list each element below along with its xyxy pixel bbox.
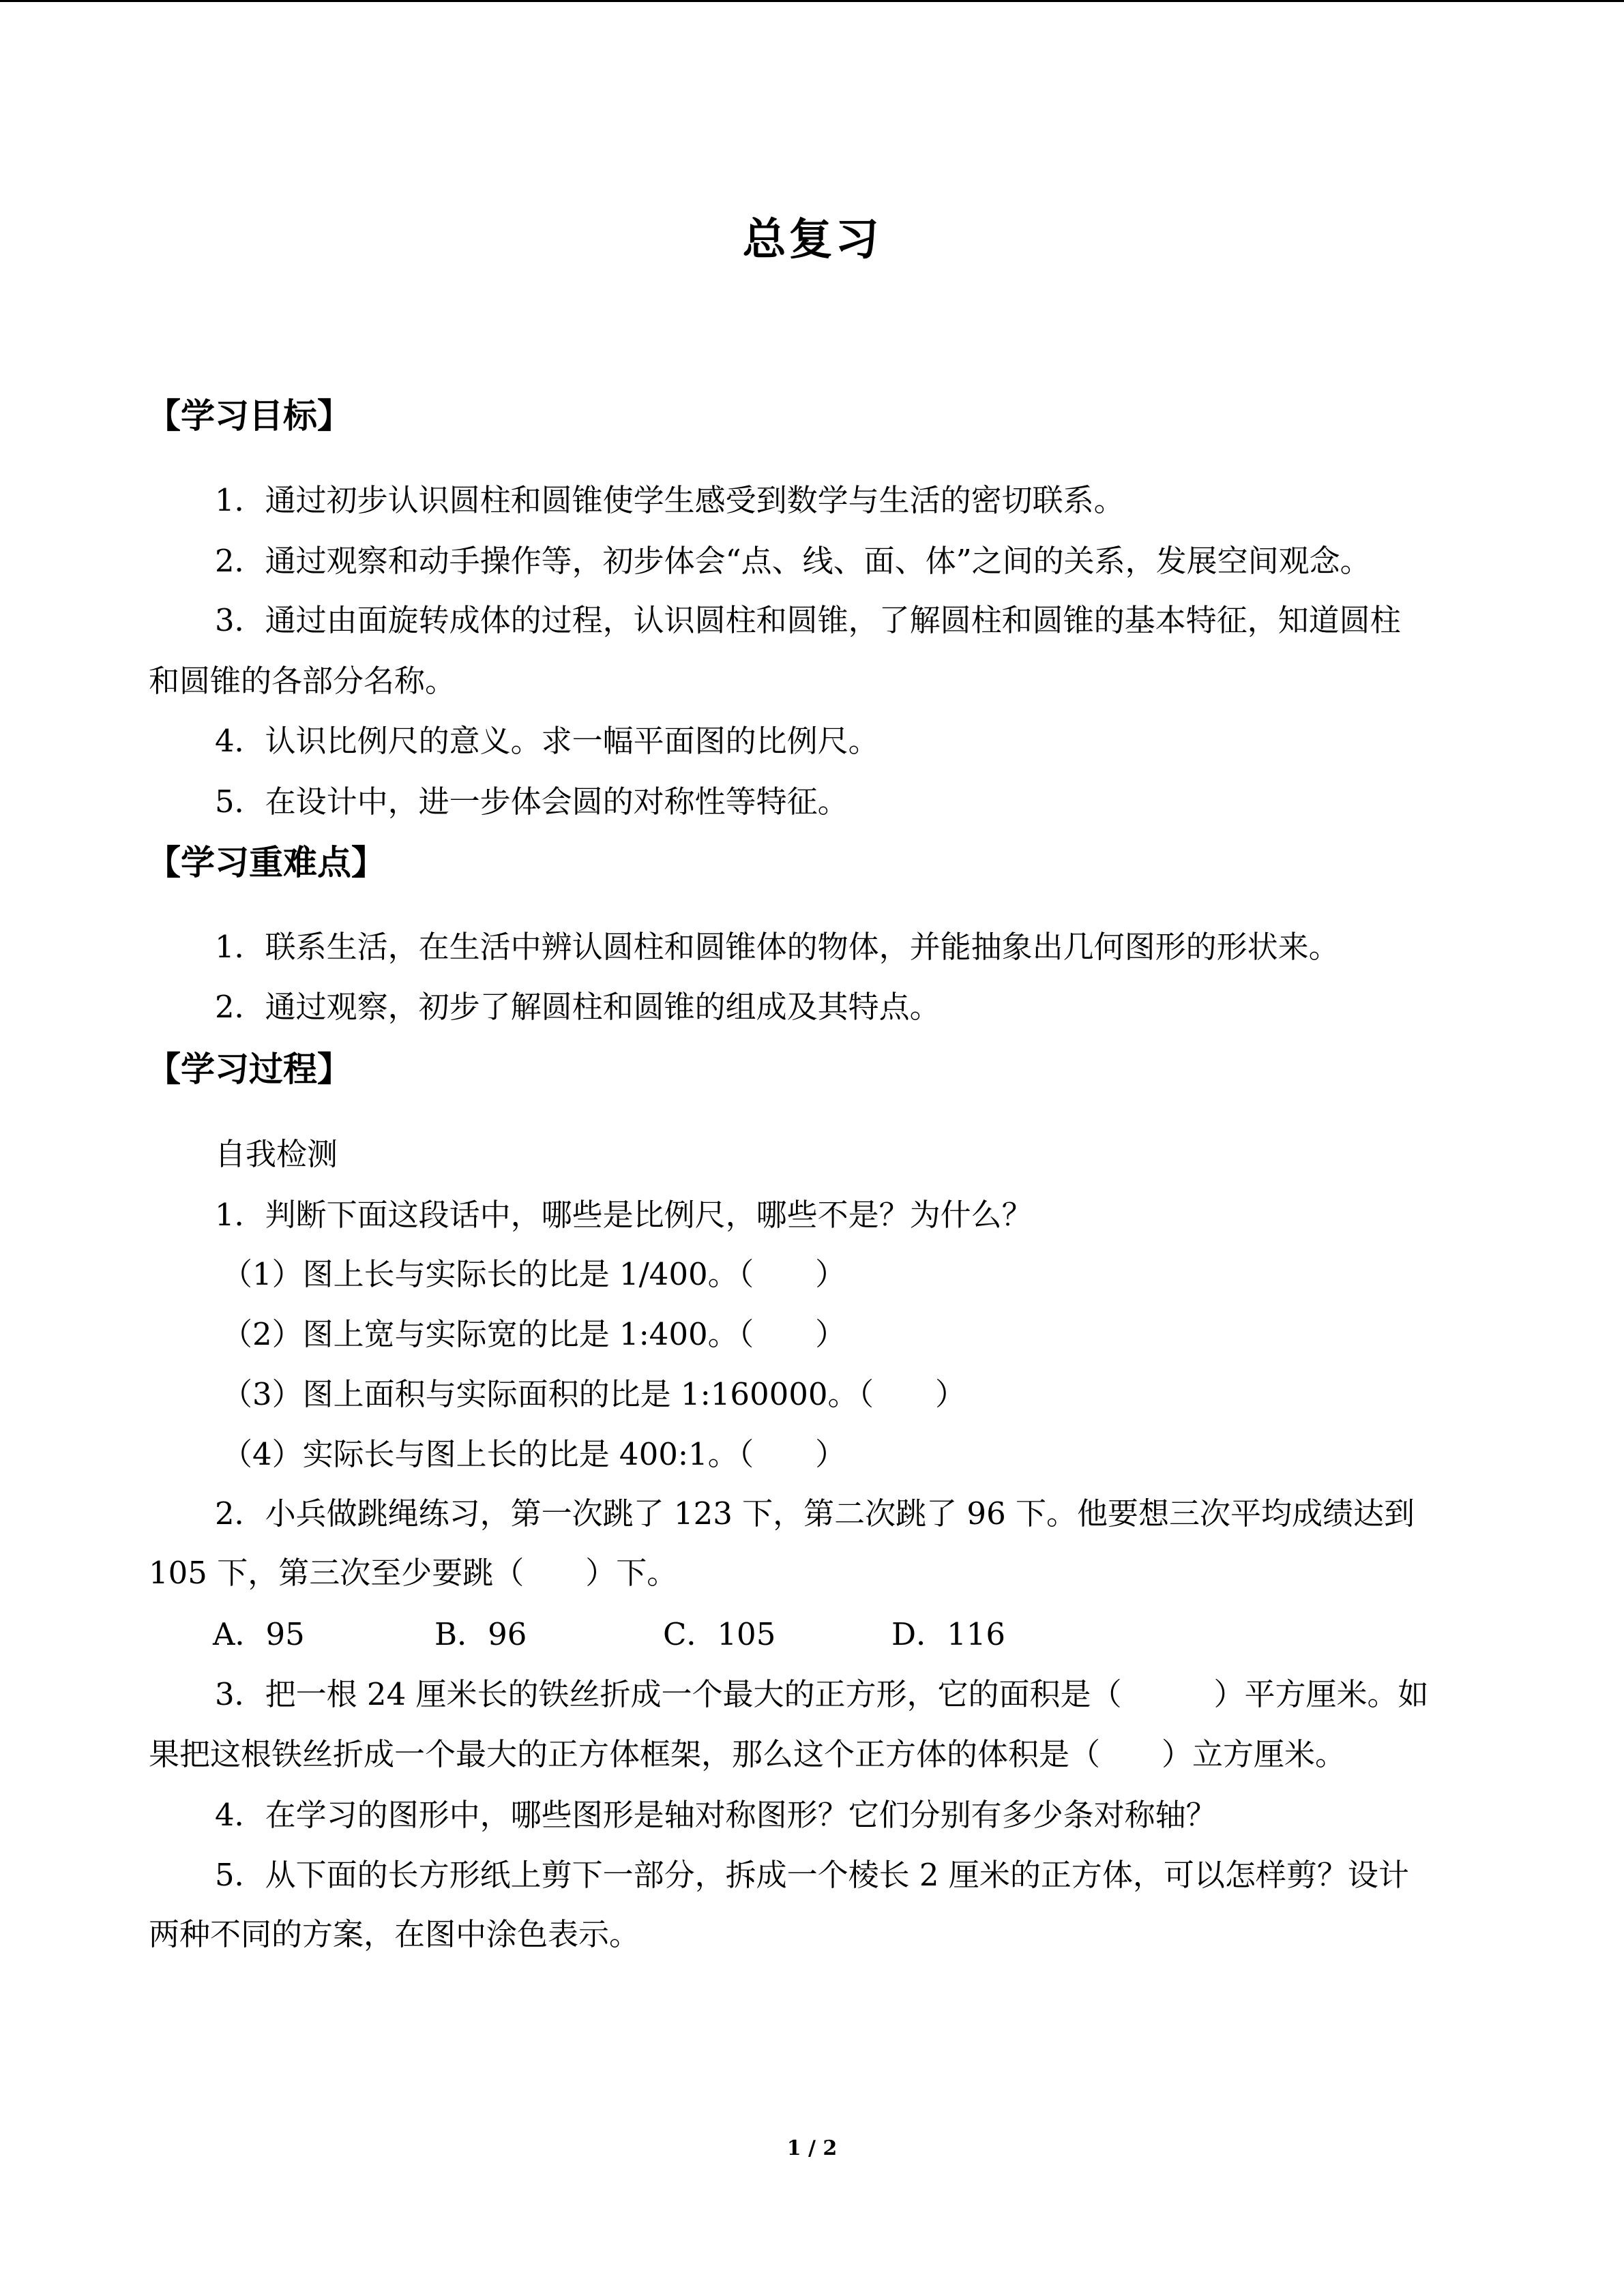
question-4: 4．在学习的图形中，哪些图形是轴对称图形？它们分别有多少条对称轴？ <box>215 1797 1217 1833</box>
question-3-continuation: 果把这根铁丝折成一个最大的正方体框架，那么这个正方体的体积是（ ）立方厘米。 <box>149 1736 1346 1772</box>
option-a: A．95 <box>213 1616 305 1652</box>
objective-item: 3．通过由面旋转成体的过程，认识圆柱和圆锥，了解圆柱和圆锥的基本特征，知道圆柱 <box>215 602 1401 638</box>
question-1-part: （3）图上面积与实际面积的比是 1:160000。（ ） <box>222 1376 966 1412</box>
option-c: C．105 <box>663 1616 776 1652</box>
top-border-rule <box>0 0 1624 2</box>
question-1-part: （4）实际长与图上长的比是 400:1。（ ） <box>222 1436 846 1472</box>
question-1-part: （1）图上长与实际长的比是 1/400。（ ） <box>222 1256 846 1292</box>
objectives-heading: 【学习目标】 <box>147 396 351 436</box>
question-1-part: （2）图上宽与实际宽的比是 1:400。（ ） <box>222 1316 846 1352</box>
question-2: 2．小兵做跳绳练习，第一次跳了 123 下，第二次跳了 96 下。他要想三次平均成绩达到 <box>215 1495 1415 1532</box>
question-5: 5．从下面的长方形纸上剪下一部分，拆成一个棱长 2 厘米的正方体，可以怎样剪？设计 <box>215 1857 1409 1893</box>
question-5-continuation: 两种不同的方案，在图中涂色表示。 <box>149 1916 640 1952</box>
objective-item-continuation: 和圆锥的各部分名称。 <box>149 663 456 699</box>
option-d: D．116 <box>891 1616 1005 1652</box>
objective-item: 2．通过观察和动手操作等，初步体会“点、线、面、体”之间的关系，发展空间观念。 <box>215 543 1371 579</box>
objective-item: 5．在设计中，进一步体会圆的对称性等特征。 <box>215 784 848 820</box>
key-points-heading: 【学习重难点】 <box>147 843 385 882</box>
question-2-continuation: 105 下，第三次至少要跳（ ）下。 <box>149 1555 678 1591</box>
page-number: 1 / 2 <box>786 2136 838 2160</box>
page-title: 总复习 <box>742 215 882 265</box>
question-1: 1．判断下面这段话中，哪些是比例尺，哪些不是？为什么？ <box>215 1197 1033 1233</box>
process-subheading: 自我检测 <box>215 1136 338 1172</box>
key-point-item: 2．通过观察，初步了解圆柱和圆锥的组成及其特点。 <box>215 989 941 1025</box>
option-b: B．96 <box>434 1616 527 1652</box>
key-point-item: 1．联系生活，在生活中辨认圆柱和圆锥体的物体，并能抽象出几何图形的形状来。 <box>215 929 1340 965</box>
objective-item: 1．通过初步认识圆柱和圆锥使学生感受到数学与生活的密切联系。 <box>215 482 1125 518</box>
objective-item: 4．认识比例尺的意义。求一幅平面图的比例尺。 <box>215 723 879 759</box>
question-3: 3．把一根 24 厘米长的铁丝折成一个最大的正方形，它的面积是（ ）平方厘米。如 <box>215 1676 1429 1712</box>
process-heading: 【学习过程】 <box>147 1049 351 1089</box>
